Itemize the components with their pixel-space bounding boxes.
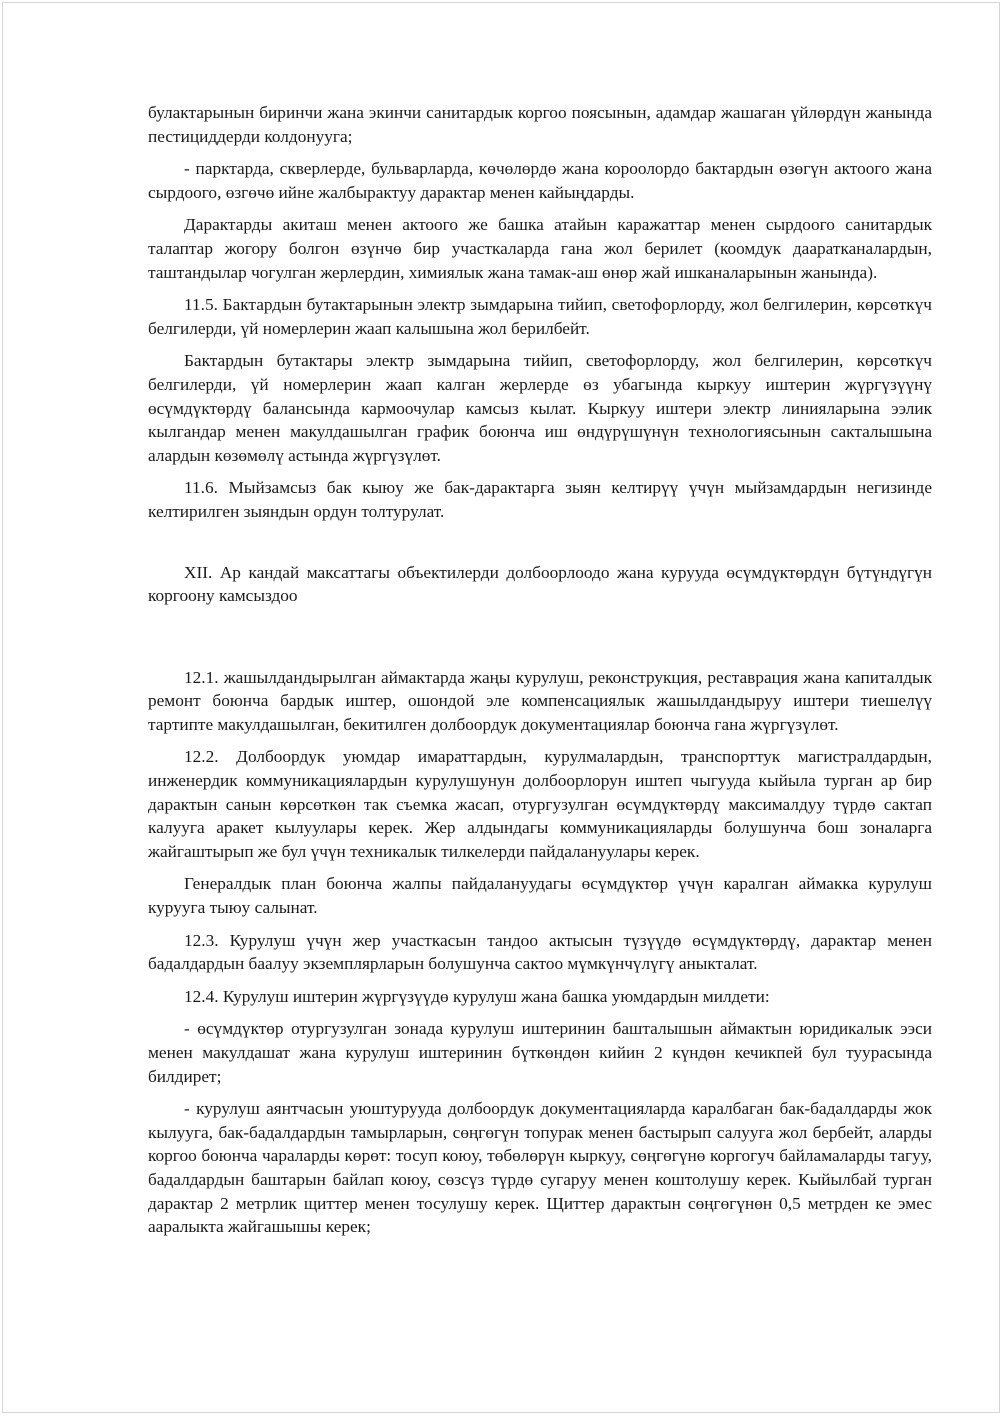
paragraph: 12.2. Долбоордук уюмдар имараттардын, курулмалардын, транспорттук магистралдардын, инженердик коммуникациялардын курулушунун долбоорлорун иштеп чыгууда кыйыла турган ар бир дарактын санын көрсөткөн так съемка жасап, отургузулган өсүмдүктөрдү максималдуу түрдө сактап калууга аракет кылуулары керек. Жер алдындагы коммуникацияларды болушунча бош зоналарга жайгаштырып же бул үчүн техникалык тилкелерди пайдалануулары керек. — [148, 747, 932, 861]
document-body — [148, 101, 932, 1248]
paragraph: Бактардын бутактары электр зымдарына тийип, светофорлорду, жол белгилерин, көрсөткүч белгилерди, үй номерлерин жаап калган жерлерде өз убагында кыркуу иштерин жүргүзүүнү өсүмдүктөрдү балансында кармоочулар камсыз кылат. Кыркуу иштери электр линияларына ээлик кылгандар менен макулдашылган график боюнча иш өндүрүшүнүн технологиясынын сакталышына алардын көзөмөлү астында жүргүзүлөт. — [148, 351, 932, 465]
paragraph: 12.1. жашылдандырылган аймактарда жаңы курулуш, реконструкция, реставрация жана капиталдык ремонт боюнча бардык иштер, ошондой эле компенсациялык жашылдандыруу иштери тиешелүү тартипте макулдашылган, бекитилген долбоордук документациялар боюнча гана жүргүзүлөт. — [148, 667, 932, 734]
section-heading: XII. Ар кандай максаттагы объектилерди долбоорлоодо жана курууда өсүмдүктөрдүн бүтүндүгүн коргоону камсыздоо — [148, 562, 932, 606]
paragraph: Дарактарды акиташ менен актоого же башка атайын каражаттар менен сырдоого санитардык талаптар жогору болгон өзүнчө бир участкаларда гана жол берилет (коомдук дааратканалардын, таштандылар чогулган жерлердин, химиялык жана тамак-аш өнөр жай ишканаларынын жанында). — [148, 215, 932, 282]
paragraph: - курулуш аянтчасын уюштурууда долбоордук документацияларда каралбаган бак-бадалдарды жок кылууга, бак-бадалдардын тамырларын, сөңгөгүн топурак менен бастырып салууга жол бербейт, аларды коргоо боюнча чараларды көрөт: тосуп коюу, төбөлөрүн кыркуу, сөңгөгүнө коргогуч байламаларды тагуу, бадалдардын баштарын байлап коюу, сөзсүз түрдө сугаруу менен коштолушу керек. Кыйылбай турган дарактар 2 метрлик щиттер менен тосулушу керек. Щиттер дарактын сөңгөгүнөн 0,5 метрден ке эмес ааралыкта жайгашышы керек; — [148, 1099, 932, 1237]
paragraph: Генералдык план боюнча жалпы пайдалануудагы өсүмдүктөр үчүн каралган аймакка курулуш курууга тыюу салынат. — [148, 874, 932, 918]
paragraph: 11.5. Бактардын бутактарынын электр зымдарына тийип, светофорлорду, жол белгилерин, көрсөткүч белгилерди, үй номерлерин жаап калышына жол берилбейт. — [148, 295, 932, 338]
paragraph: 12.3. Курулуш үчүн жер участкасын тандоо актысын түзүүдө өсүмдүктөрдү, дарактар менен бадалдардын баалуу экземплярларын болушунча сактоо мүмкүнчүлүгү аныкталат. — [148, 930, 932, 974]
paragraph: 11.6. Мыйзамсыз бак кыюу же бак-дарактарга зыян келтирүү үчүн мыйзамдардын негизинде келтирилген зыяндын ордун толтурулат. — [148, 478, 932, 521]
paragraph: булактарынын биринчи жана экинчи санитардык коргоо поясынын, адамдар жашаган үйлөрдүн жанында пестициддерди колдонууга; — [148, 103, 932, 146]
paragraph: 12.4. Курулуш иштерин жүргүзүүдө курулуш жана башка уюмдардын милдети: — [184, 986, 770, 1006]
paragraph: - парктарда, скверлерде, бульварларда, көчөлөрдө жана короолордо бактардын өзөгүн актоого жана сырдоого, өзгөчө ийне жалбырактуу дарактар менен кайыңдарды. — [148, 159, 932, 202]
paragraph: - өсүмдүктөр отургузулган зонада курулуш иштеринин башталышын аймактын юридикалык ээси менен макулдашат жана курулуш иштеринин бүткөндөн кийин 2 күндөн кечикпей бул туурасында билдирет; — [148, 1019, 932, 1086]
document-page — [2, 2, 1000, 1413]
